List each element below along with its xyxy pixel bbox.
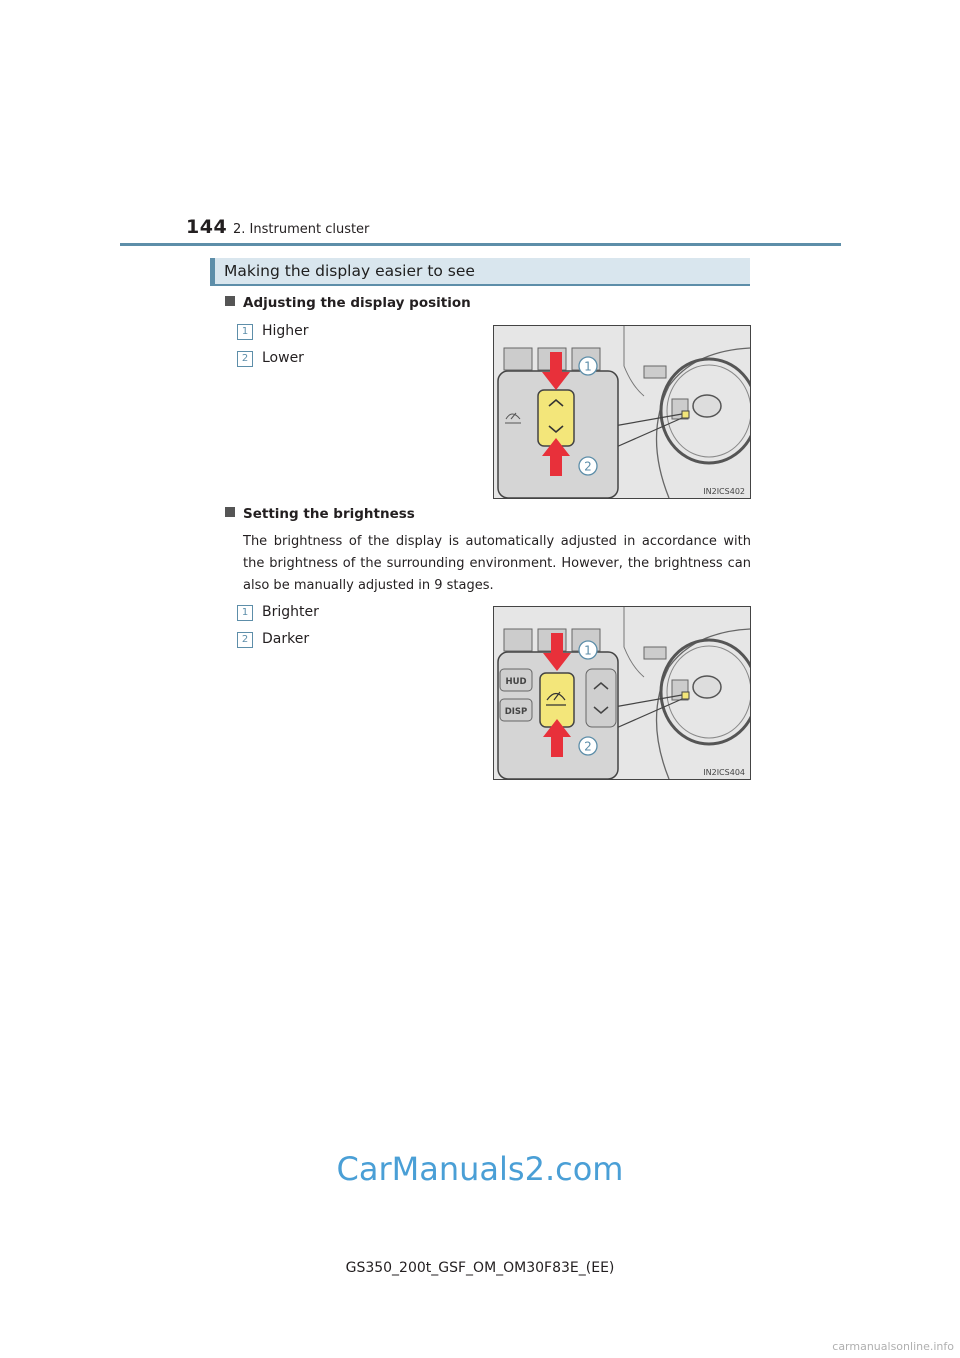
site-watermark: carmanualsonline.info: [832, 1340, 954, 1353]
item-label: Higher: [262, 323, 309, 339]
chapter-title: 2. Instrument cluster: [233, 222, 370, 237]
figure-code: IN2ICS404: [703, 768, 745, 777]
list-item: [237, 323, 309, 340]
callout-number: 1: [237, 324, 253, 340]
callout-1: 1: [584, 643, 592, 658]
figure-code: IN2ICS402: [703, 487, 745, 496]
callout-number: 1: [237, 605, 253, 621]
hud-button-label: HUD: [505, 677, 527, 687]
callout-2: 2: [584, 739, 592, 754]
subheading-position: Adjusting the display position: [225, 295, 471, 311]
item-label: Darker: [262, 631, 310, 647]
callout-number: 2: [237, 632, 253, 648]
subheading-brightness: Setting the brightness: [225, 506, 415, 522]
header-rule: [120, 243, 841, 246]
brightness-description: The brightness of the display is automatically adjusted in accordance with the brightness of the surrounding environment. However, the brightness can also be manually adjusted in 9 stages.: [243, 534, 751, 593]
list-item: [237, 631, 309, 648]
square-bullet-icon: [225, 507, 235, 517]
watermark: CarManuals2.com: [336, 1150, 624, 1188]
square-bullet-icon: [225, 296, 235, 306]
callout-number: 2: [237, 351, 253, 367]
footer-doc-id: GS350_200t_GSF_OM_OM30F83E_(EE): [345, 1260, 615, 1276]
list-item: [237, 604, 319, 621]
page-number: 144: [186, 216, 228, 238]
disp-button-label: DISP: [504, 707, 528, 717]
callout-2: 2: [584, 459, 592, 474]
item-label: Brighter: [262, 604, 319, 620]
list-item: [237, 350, 304, 367]
figure-brightness: [493, 606, 751, 780]
callout-1: 1: [584, 359, 592, 374]
figure-display-position: [493, 325, 751, 499]
section-title: Making the display easier to see: [210, 258, 750, 286]
item-label: Lower: [262, 350, 304, 366]
